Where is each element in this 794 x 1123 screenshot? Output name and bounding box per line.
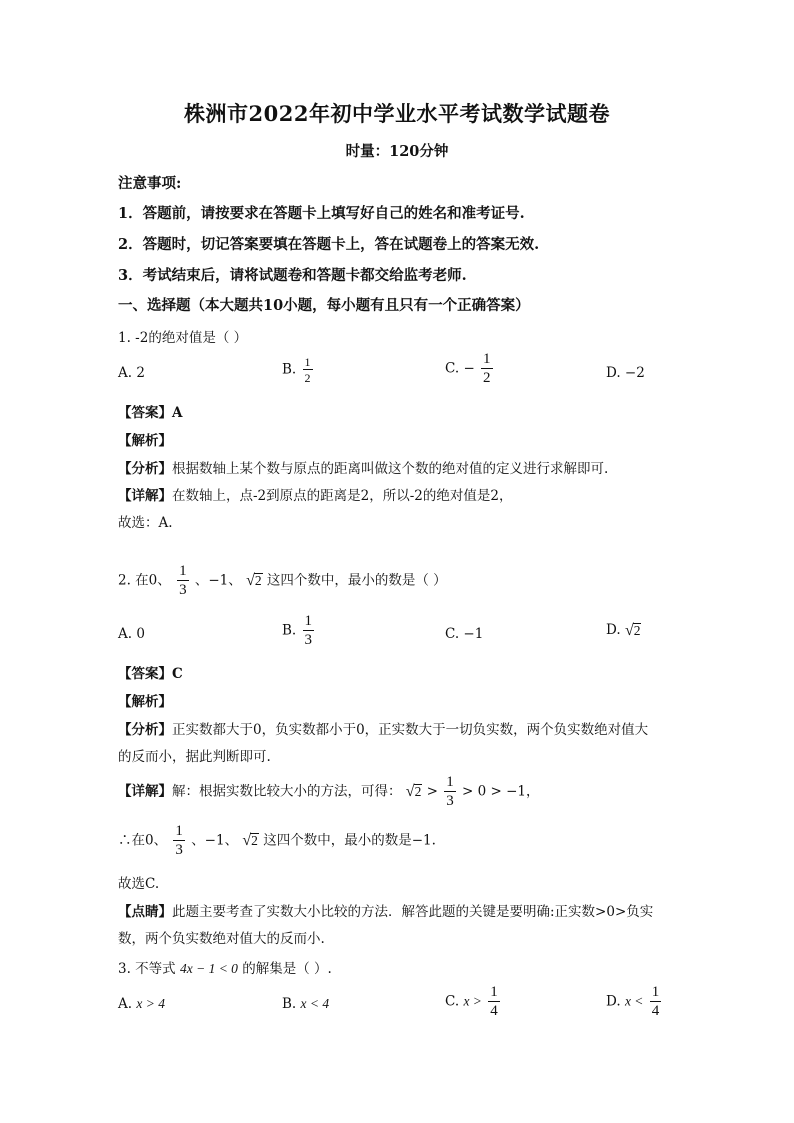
q1-option-d: D. −2 xyxy=(606,365,645,381)
q2-therefore: ∴在0、 $\frac{1}{3}$ 、−1、 √ 2 这四个数中，最小的数是−1. xyxy=(118,823,436,858)
q1-fenxi: 【分析】根据数轴上某个数与原点的距离叫做这个数的绝对值的定义进行求解即可. xyxy=(118,461,609,477)
q1-xiangjie: 【详解】在数轴上，点-2到原点的距离是2，所以-2的绝对值是2， xyxy=(118,488,513,504)
q3-option-c: C. x > $\frac{1}{4}$ xyxy=(445,984,498,1019)
q2-xiangjie-fraction: $\frac{1}{3}$ xyxy=(446,774,454,809)
q2-option-d: D. √ 2 xyxy=(606,621,641,639)
q2-dianjing-line-1: 【点睛】此题主要考查了实数大小比较的方法．解答此题的关键是要明确:正实数>0>负实 xyxy=(118,904,654,920)
page-title: 株洲市2022年初中学业水平考试数学试题卷 xyxy=(184,101,610,126)
q2-answer: 【答案】C xyxy=(118,666,183,682)
q2-option-b: B. $\frac{1}{3}$ xyxy=(282,613,313,648)
section-heading-choice: 一、选择题（本大题共10小题，每小题有且只有一个正确答案） xyxy=(118,297,530,314)
q2-option-d-sqrt: √ 2 xyxy=(624,621,641,639)
q1-stem: 1. -2的绝对值是（ ） xyxy=(118,330,248,346)
q2-dianjing-line-2: 数，两个负实数绝对值大的反而小. xyxy=(118,931,325,947)
exam-duration: 时量：120分钟 xyxy=(345,143,449,160)
q2-xiangjie-sqrt: √ 2 xyxy=(405,783,422,800)
q1-analysis-heading: 【解析】 xyxy=(118,433,172,449)
q2-option-c: C. −1 xyxy=(445,626,484,642)
q2-therefore-fraction: $\frac{1}{3}$ xyxy=(175,823,183,858)
q1-option-b-fraction: $\frac{1}{2}$ xyxy=(304,355,311,385)
q1-option-a: A. 2 xyxy=(118,365,145,381)
notice-item-1: 1．答题前，请按要求在答题卡上填写好自己的姓名和准考证号. xyxy=(118,205,525,222)
q2-choose: 故选C. xyxy=(118,876,160,892)
q2-option-b-fraction: $\frac{1}{3}$ xyxy=(304,613,313,648)
q3-stem: 3. 不等式 4x − 1 < 0 的解集是（ ）. xyxy=(118,961,332,977)
q2-option-a: A. 0 xyxy=(118,626,145,642)
q1-option-c: C. − $\frac{1}{2}$ xyxy=(445,351,491,386)
notice-heading: 注意事项: xyxy=(118,175,182,192)
q1-answer: 【答案】A xyxy=(118,405,183,421)
q2-fenxi-line-2: 的反而小，据此判断即可. xyxy=(118,749,271,765)
q3-option-b: B. x < 4 xyxy=(282,996,330,1012)
q2-fenxi-line-1: 【分析】正实数都大于0，负实数都小于0，正实数大于一切负实数，两个负实数绝对值大 xyxy=(118,722,649,738)
q3-option-d: D. x < $\frac{1}{4}$ xyxy=(606,984,660,1019)
notice-item-2: 2．答题时，切记答案要填在答题卡上，答在试题卷上的答案无效. xyxy=(118,236,540,253)
q1-choose: 故选：A. xyxy=(118,515,173,531)
q3-option-c-fraction: $\frac{1}{4}$ xyxy=(490,984,498,1019)
q2-stem: 2. 在0、 $\frac{1}{3}$ 、−1、 √ 2 这四个数中，最小的数是（ ） xyxy=(118,563,447,598)
notice-item-3: 3．考试结束后，请将试题卷和答题卡都交给监考老师. xyxy=(118,267,467,284)
q2-stem-sqrt: √ 2 xyxy=(246,572,262,589)
q1-option-c-fraction: $\frac{1}{2}$ xyxy=(483,351,491,386)
q3-option-d-fraction: $\frac{1}{4}$ xyxy=(651,984,660,1019)
q2-xiangjie: 【详解】解：根据实数比较大小的方法，可得： √ 2 > $\frac{1}{3}$ > 0 > −1， xyxy=(118,774,540,809)
q2-analysis-heading: 【解析】 xyxy=(118,694,172,710)
q1-option-b: B. $\frac{1}{2}$ xyxy=(282,355,311,385)
q2-stem-fraction: $\frac{1}{3}$ xyxy=(179,563,187,598)
q2-therefore-sqrt: √ 2 xyxy=(242,832,258,849)
q3-option-a: A. x > 4 xyxy=(118,996,165,1012)
